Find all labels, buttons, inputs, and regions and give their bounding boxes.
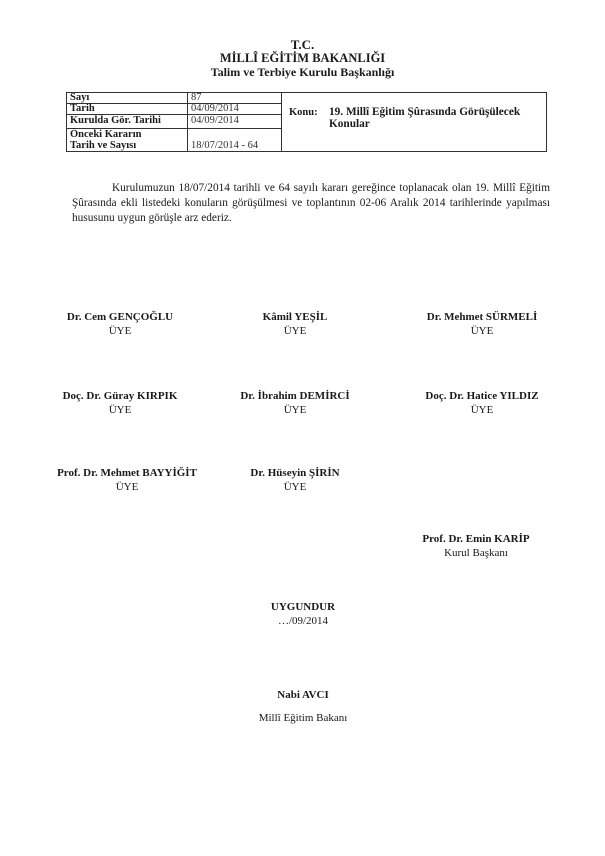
label-tarih-ve-sayisi: Tarih ve Sayısı [70,140,137,151]
info-table [66,92,547,152]
label-kurulda-gor-tarihi: Kurulda Gör. Tarihi [70,115,161,126]
subject-line1: 19. Millî Eğitim Şûrasında Görüşülecek [329,106,521,118]
minister-name: Nabi AVCI [277,689,329,701]
label-sayi: Sayı [70,92,90,103]
signatory-name: Dr. Mehmet SÜRMELİ [426,311,538,323]
approval-block [203,600,403,628]
value-onceki-karar: 18/07/2014 - 64 [191,140,259,151]
signatory [382,310,582,338]
value-kurulda-gor-tarihi: 04/09/2014 [191,115,239,126]
signatory-name: Dr. Cem GENÇOĞLU [66,311,174,323]
signatory-title: ÜYE [470,325,494,337]
signatory-title: ÜYE [283,481,307,493]
signatory-title: Kurul Başkanı [444,547,508,559]
signatory [382,389,582,417]
signatory-title: ÜYE [108,325,132,337]
approval-status: UYGUNDUR [270,601,336,613]
signatory-title: ÜYE [115,481,139,493]
signatory [195,310,395,338]
approval-date: …/09/2014 [277,615,329,627]
subject-line2: Konular [329,118,370,130]
table-divider [187,93,188,151]
signatory [195,389,395,417]
label-onceki-kararin: Önceki Kararın [70,129,142,140]
body-text: Kurulumuzun 18/07/2014 tarihli ve 64 sayılı kararı gereğince toplanacak olan 19. Millî Eğitim Şûrasında ekli listedeki konuların görüşülmesi ve toplantının 02-06 Aralık 2014 tarihlerinde yapılması hususunu uygun görüşle arz ederiz. [72,182,550,224]
signatory-title: ÜYE [470,404,494,416]
body-paragraph [72,181,550,226]
signatory-title: ÜYE [283,325,307,337]
signatory [20,310,220,338]
signatory-name: Kâmil YEŞİL [262,311,328,323]
minister-block [203,688,403,725]
value-sayi: 87 [191,92,202,103]
signatory [20,389,220,417]
label-tarih: Tarih [70,103,95,114]
signatory-name: Prof. Dr. Emin KARİP [422,533,530,545]
value-tarih: 04/09/2014 [191,103,239,114]
header-board: Talim ve Terbiye Kurulu Başkanlığı [210,65,395,79]
subject-label: Konu: [289,107,318,118]
signatory-name: Dr. Hüseyin ŞİRİN [250,467,340,479]
table-divider [281,93,282,151]
signatory-name: Prof. Dr. Mehmet BAYYİĞİT [57,467,197,479]
header-tc: T.C. [290,37,315,52]
minister-title: Millî Eğitim Bakanı [258,712,348,724]
table-divider [67,103,281,104]
signatory-title: ÜYE [283,404,307,416]
chairman-signatory [376,532,576,560]
signatory-name: Doç. Dr. Hatice YILDIZ [425,390,539,402]
signatory-title: ÜYE [108,404,132,416]
signatory [195,466,395,494]
signatory-name: Dr. İbrahim DEMİRCİ [240,390,350,402]
signatory-name: Doç. Dr. Güray KIRPIK [62,390,178,402]
header-ministry: MİLLÎ EĞİTİM BAKANLIĞI [219,51,386,65]
